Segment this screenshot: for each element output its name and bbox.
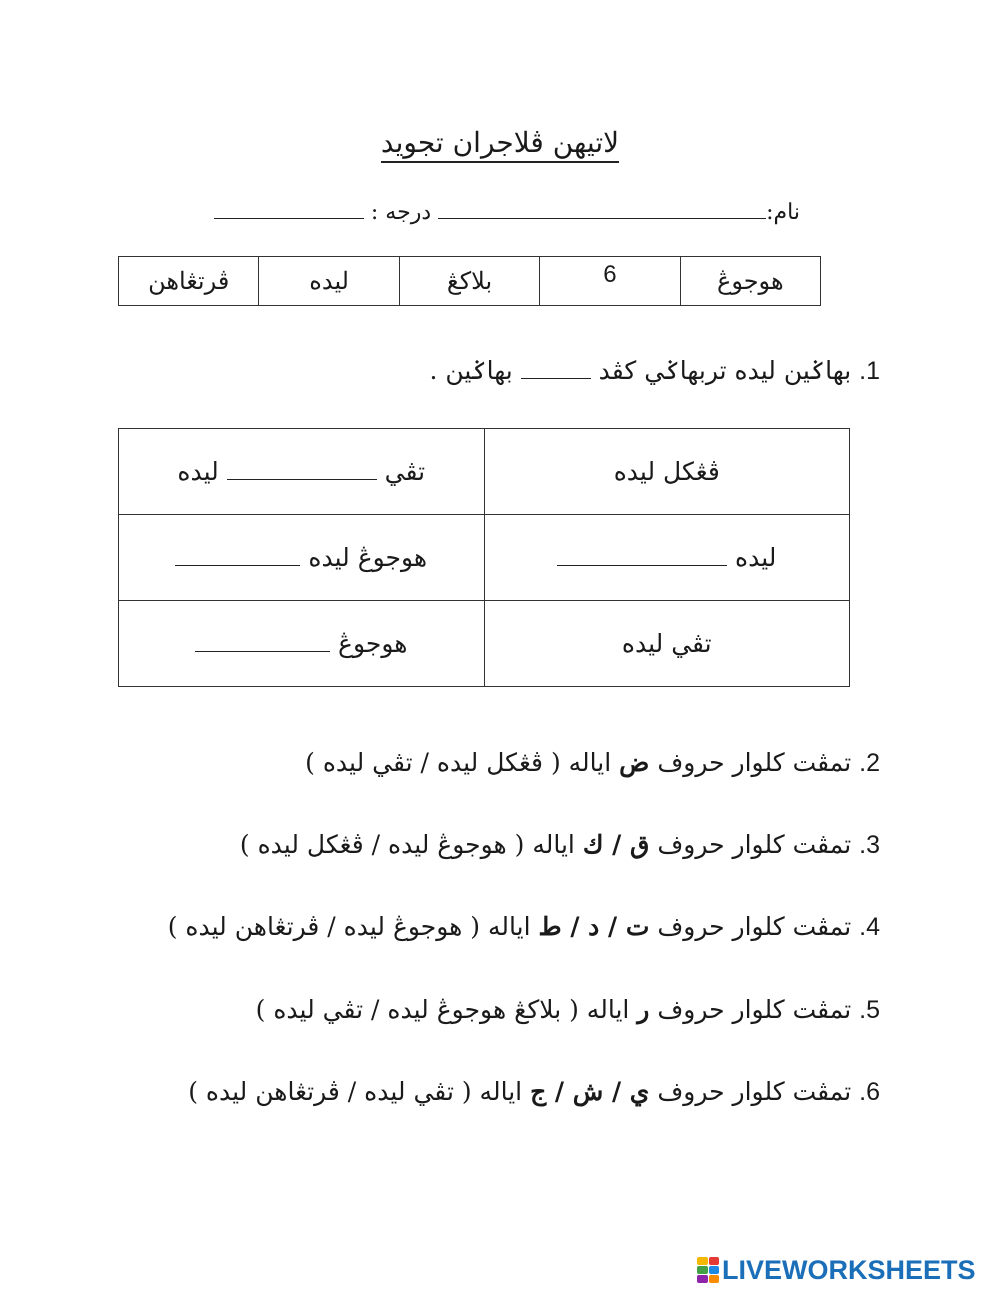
grid-blank[interactable] xyxy=(175,547,300,566)
table-row xyxy=(119,601,850,687)
grid-cell: ليده xyxy=(484,515,850,601)
grid-cell: تڤي ليده xyxy=(119,429,485,515)
grid-cell: تڤي ليده xyxy=(484,601,850,687)
info-cell: هوجوڠ xyxy=(680,257,820,306)
liveworksheets-logo xyxy=(697,1255,997,1285)
info-cell: ليده xyxy=(259,257,399,306)
table-row xyxy=(119,429,850,515)
question-1-blank[interactable] xyxy=(521,360,591,379)
grade-label: درجه : xyxy=(370,200,432,225)
logo-icon xyxy=(697,1257,719,1283)
worksheet-title: لاتيهن ڤلاجران تجويد xyxy=(0,126,1000,159)
grid-blank[interactable] xyxy=(227,461,377,480)
info-cell: ڤرتڠاهن xyxy=(119,257,259,306)
question-5[interactable]: 5. تمڤت کلوار حروف ر اياله ( بلاکڠ هوجوڠ ليده / تڤي ليده ) xyxy=(255,995,880,1024)
grid-cell: ڤڠکل ليده xyxy=(484,429,850,515)
logo-text: LIVEWORKSHEETS xyxy=(722,1254,976,1285)
question-4[interactable]: 4. تمڤت کلوار حروف ت / د / ط اياله ( هوجوڠ ليده / ڤرتڠاهن ليده ) xyxy=(167,912,880,941)
grade-field[interactable] xyxy=(214,198,364,219)
grid-cell: هوجوڠ xyxy=(119,601,485,687)
info-table xyxy=(118,256,821,306)
info-cell: 6 xyxy=(540,257,680,306)
table-row xyxy=(119,515,850,601)
name-label: نام: xyxy=(766,200,800,225)
grid-blank[interactable] xyxy=(557,547,727,566)
question-3[interactable]: 3. تمڤت کلوار حروف ق / ك اياله ( هوجوڠ ليده / ڤڠکل ليده ) xyxy=(239,830,880,859)
info-cell: بلاکڠ xyxy=(399,257,539,306)
answer-grid xyxy=(118,428,850,687)
name-grade-row xyxy=(190,198,800,225)
question-6[interactable]: 6. تمڤت کلوار حروف ي / ش / ج اياله ( تڤي ليده / ڤرتڠاهن ليده ) xyxy=(188,1077,880,1106)
question-1: 1. بهاݢين ليده تربهاݢي کڤد بهاݢين . xyxy=(429,356,880,385)
grid-blank[interactable] xyxy=(195,633,330,652)
question-2[interactable]: 2. تمڤت کلوار حروف ض اياله ( ڤڠکل ليده / تڤي ليده ) xyxy=(305,748,880,777)
grid-cell: هوجوڠ ليده xyxy=(119,515,485,601)
name-field[interactable] xyxy=(438,198,766,219)
